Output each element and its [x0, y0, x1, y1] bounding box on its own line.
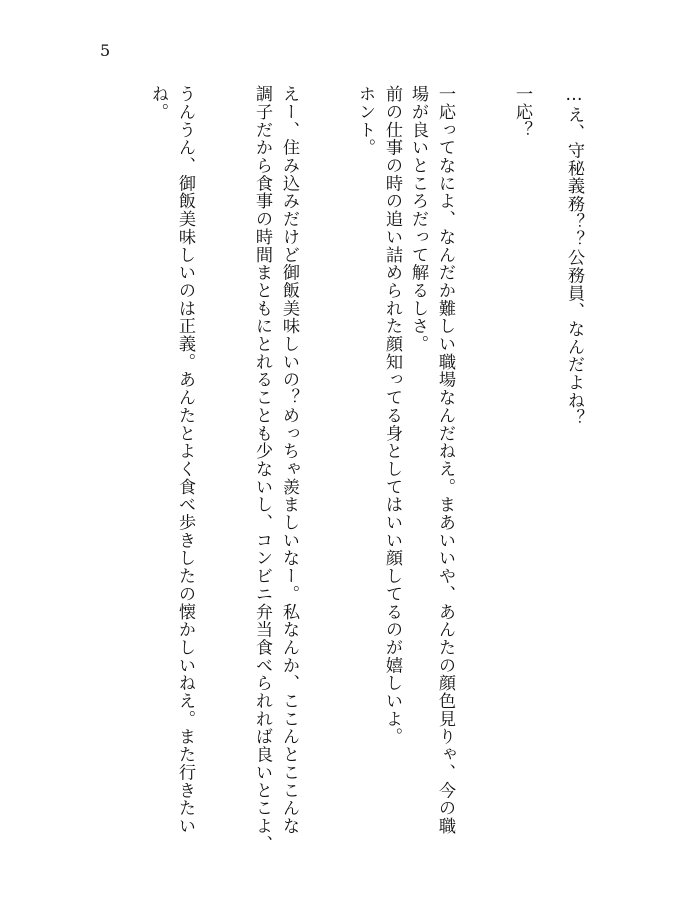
text-line-4: 場が良いところだって解るしさ。	[408, 85, 428, 353]
text-line-1: …え、守秘義務？？公務員、なんだよね？	[564, 85, 584, 427]
text-line-3: 一応ってなによ、なんだか難しい職場なんだねえ。まあいいや、あんたの顔色見りゃ、今の職	[435, 85, 455, 835]
text-line-10: ね。	[148, 85, 168, 121]
text-line-7: えー、住み込みだけど御飯美味しいの？めっちゃ羨ましいなー。私なんか、ここんとここんな	[279, 85, 299, 835]
text-line-2: 一応？	[512, 85, 532, 139]
text-line-6: ホント。	[355, 85, 375, 157]
text-line-9: うんうん、御飯美味しいのは正義。あんたとよく食べ歩きしたの懐かしいねえ。また行きたい	[175, 85, 195, 835]
text-line-8: 調子だから食事の時間まともにとれることも少ないし、コンビニ弁当食べられれば良いとこよ、	[252, 85, 272, 853]
text-line-5: 前の仕事の時の追い詰められた顔知ってる身としてはいい顔してるのが嬉しいよ。	[382, 85, 402, 746]
page-number: 5	[100, 41, 111, 60]
